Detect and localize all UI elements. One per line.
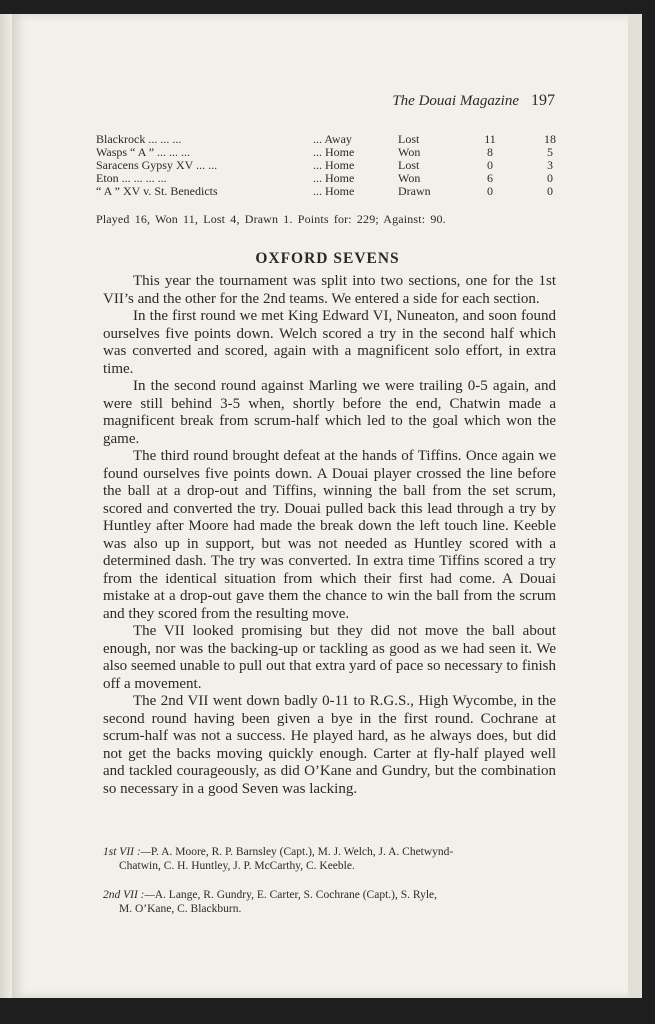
- points-against: 5: [547, 145, 553, 159]
- opponent: Eton ... ... ... ...: [96, 171, 167, 185]
- paragraph: The third round brought defeat at the hands of Tiffins. Once again we found ourselves five points down. A Douai player crossed the line before the ball at a drop-out and Tiffins, winning the ball from the set scrum, scored and converted the try. Douai pulled back this lead through a try by Huntley after Moore had made the break down the left touch line. Keeble was also up in support, but was not needed as Huntley scored with a determined dash. The try was converted. In extra time Tiffins scored a try from the identical situation from which their first had come. A Douai mistake at a drop-out gave them the chance to win the ball from the scrum and they scored from the resulting move.: [103, 448, 556, 622]
- points-for: 0: [487, 158, 493, 172]
- season-summary: Played 16, Won 11, Lost 4, Drawn 1. Points for: 229; Against: 90.: [96, 212, 446, 226]
- team-players: P. A. Moore, R. P. Barnsley (Capt.), M. J. Welch, J. A. Chetwynd-: [150, 846, 454, 858]
- paragraph: The 2nd VII went down badly 0-11 to R.G.S., High Wycombe, in the second round having been given a bye in the first round. Cochrane at scrum-half was not a success. He played hard, as he always does, but did not get the backs moving quickly enough. Carter at fly-half played well and tackled courageously, as did O’Kane and Gundry, but the combination so necessary in a good Seven was lacking.: [103, 693, 556, 797]
- second-seven-lineup: [103, 888, 558, 916]
- points-for: 0: [487, 184, 493, 198]
- venue: ... Home: [313, 145, 355, 159]
- paragraph: In the first round we met King Edward VI, Nuneaton, and soon found ourselves five points down. Welch scored a try in the second half which was converted and scored, again with a magnificent solo effort, in extra time.: [103, 308, 556, 377]
- team-players: A. Lange, R. Gundry, E. Carter, S. Cochrane (Capt.), S. Ryle,: [154, 889, 438, 901]
- team-label: 2nd VII :—: [103, 889, 155, 901]
- match-result: Lost: [398, 158, 420, 172]
- results-table: [96, 133, 566, 198]
- opponent: “ A ” XV v. St. Benedicts: [96, 184, 218, 198]
- points-against: 3: [547, 158, 553, 172]
- venue: ... Home: [313, 171, 355, 185]
- points-for: 11: [484, 132, 496, 146]
- paragraph: In the second round against Marling we were trailing 0-5 again, and were still behind 3-5 when, shortly before the end, Chatwin made a magnificent break from scrum-half which led to the goal which won the game.: [103, 378, 556, 447]
- venue: ... Away: [313, 132, 352, 146]
- venue: ... Home: [313, 158, 355, 172]
- page-edges: [628, 14, 642, 998]
- team-players-cont: M. O’Kane, C. Blackburn.: [119, 903, 242, 915]
- points-for: 6: [487, 171, 493, 185]
- venue: ... Home: [313, 184, 355, 198]
- opponent: Wasps “ A ” ... ... ...: [96, 145, 191, 159]
- running-head: [360, 92, 555, 110]
- page-number: 197: [531, 92, 555, 109]
- team-players-cont: Chatwin, C. H. Huntley, J. P. McCarthy, C. Keeble.: [119, 860, 355, 872]
- opponent: Blackrock ... ... ...: [96, 132, 182, 146]
- opponent: Saracens Gypsy XV ... ...: [96, 158, 218, 172]
- first-seven-lineup: [103, 845, 558, 873]
- points-against: 18: [544, 132, 556, 146]
- points-for: 8: [487, 145, 493, 159]
- match-result: Lost: [398, 132, 420, 146]
- paragraph: This year the tournament was split into two sections, one for the 1st VII’s and the other for the 2nd teams. We entered a side for each section.: [103, 273, 556, 307]
- paragraph: The VII looked promising but they did not move the ball about enough, nor was the backing-up or tackling as good as we had seen it. We also seemed unable to pull out that extra yard of pace so necessary to finish off a movement.: [103, 623, 556, 692]
- team-label: 1st VII :—: [103, 846, 151, 858]
- points-against: 0: [547, 171, 553, 185]
- match-result: Won: [398, 145, 421, 159]
- points-against: 0: [547, 184, 553, 198]
- match-result: Drawn: [398, 184, 431, 198]
- results-row: [96, 185, 566, 198]
- book-bottom-edge: [0, 998, 655, 1024]
- match-result: Won: [398, 171, 421, 185]
- article-title: OXFORD SEVENS: [255, 250, 400, 267]
- article-body: [103, 273, 556, 798]
- magazine-title: The Douai Magazine: [392, 93, 519, 109]
